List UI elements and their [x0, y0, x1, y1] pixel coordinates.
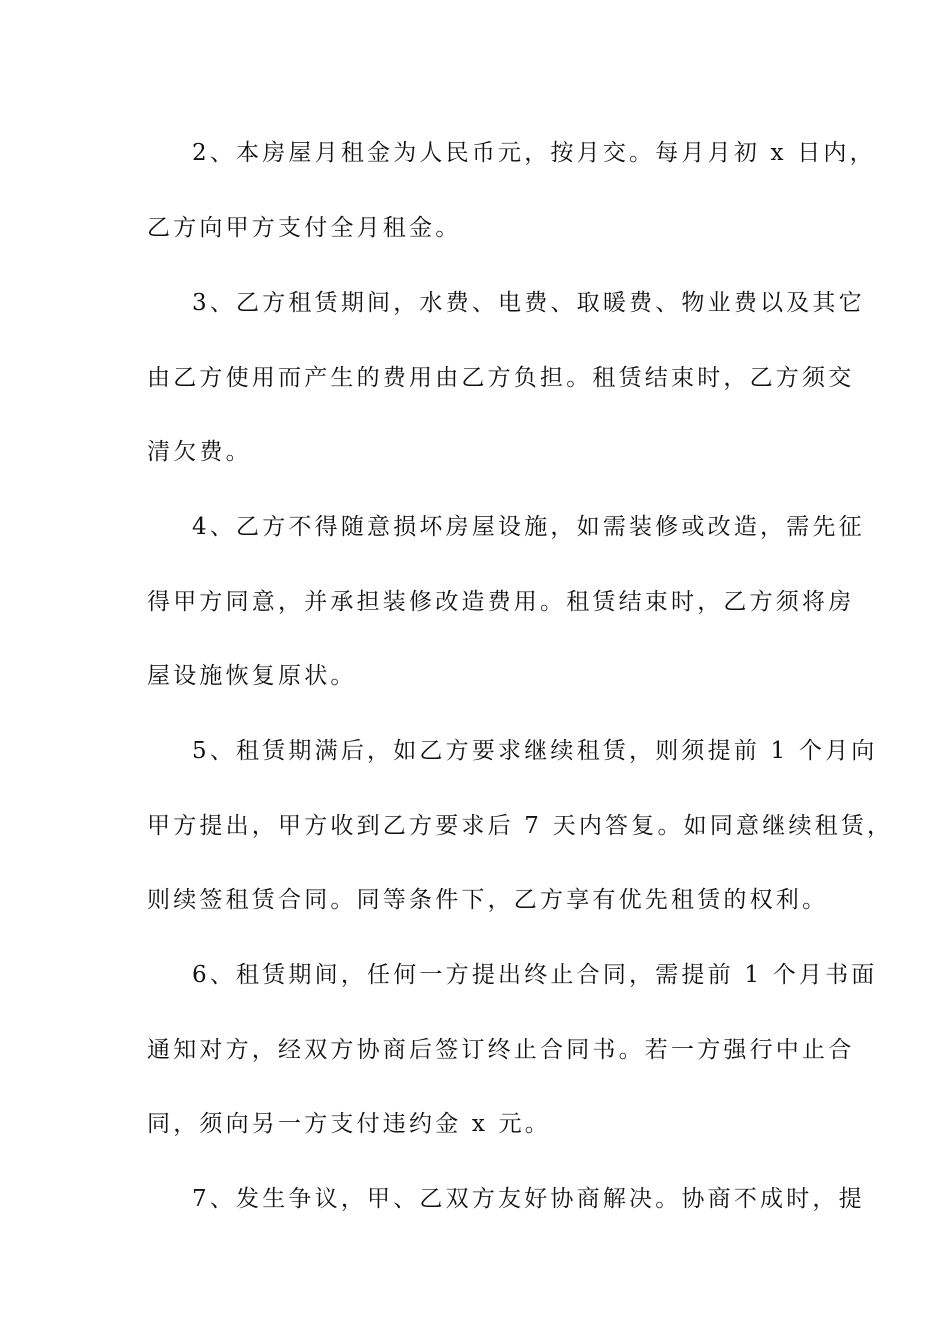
clause-2-line-2: 乙方向甲方支付全月租金。 — [147, 215, 462, 241]
clause-3-line-1: 3、乙方租赁期间，水费、电费、取暖费、物业费以及其它 — [192, 290, 865, 316]
clause-5-line-3: 则续签租赁合同。同等条件下，乙方享有优先租赁的权利。 — [147, 887, 829, 913]
clause-7-line-1: 7、发生争议，甲、乙双方友好协商解决。协商不成时，提 — [192, 1186, 865, 1212]
clause-6-line-2: 通知对方，经双方协商后签订终止合同书。若一方强行中止合 — [147, 1037, 855, 1063]
clause-6-line-1: 6、租赁期间，任何一方提出终止合同，需提前 1 个月书面 — [192, 962, 878, 988]
clause-2-line-1: 2、本房屋月租金为人民币元，按月交。每月月初 x 日内， — [192, 140, 876, 166]
clause-3-line-3: 清欠费。 — [147, 439, 252, 465]
clause-3-line-2: 由乙方使用而产生的费用由乙方负担。租赁结束时，乙方须交 — [147, 365, 855, 391]
clause-6-line-3: 同，须向另一方支付违约金 x 元。 — [147, 1111, 551, 1137]
clause-4-line-2: 得甲方同意，并承担装修改造费用。租赁结束时，乙方须将房 — [147, 589, 855, 615]
clause-5-line-2: 甲方提出，甲方收到乙方要求后 7 天内答复。如同意继续租赁， — [147, 813, 894, 839]
clause-4-line-3: 屋设施恢复原状。 — [147, 663, 357, 689]
clause-5-line-1: 5、租赁期满后，如乙方要求继续租赁，则须提前 1 个月向 — [192, 738, 878, 764]
clause-4-line-1: 4、乙方不得随意损坏房屋设施，如需装修或改造，需先征 — [192, 514, 865, 540]
